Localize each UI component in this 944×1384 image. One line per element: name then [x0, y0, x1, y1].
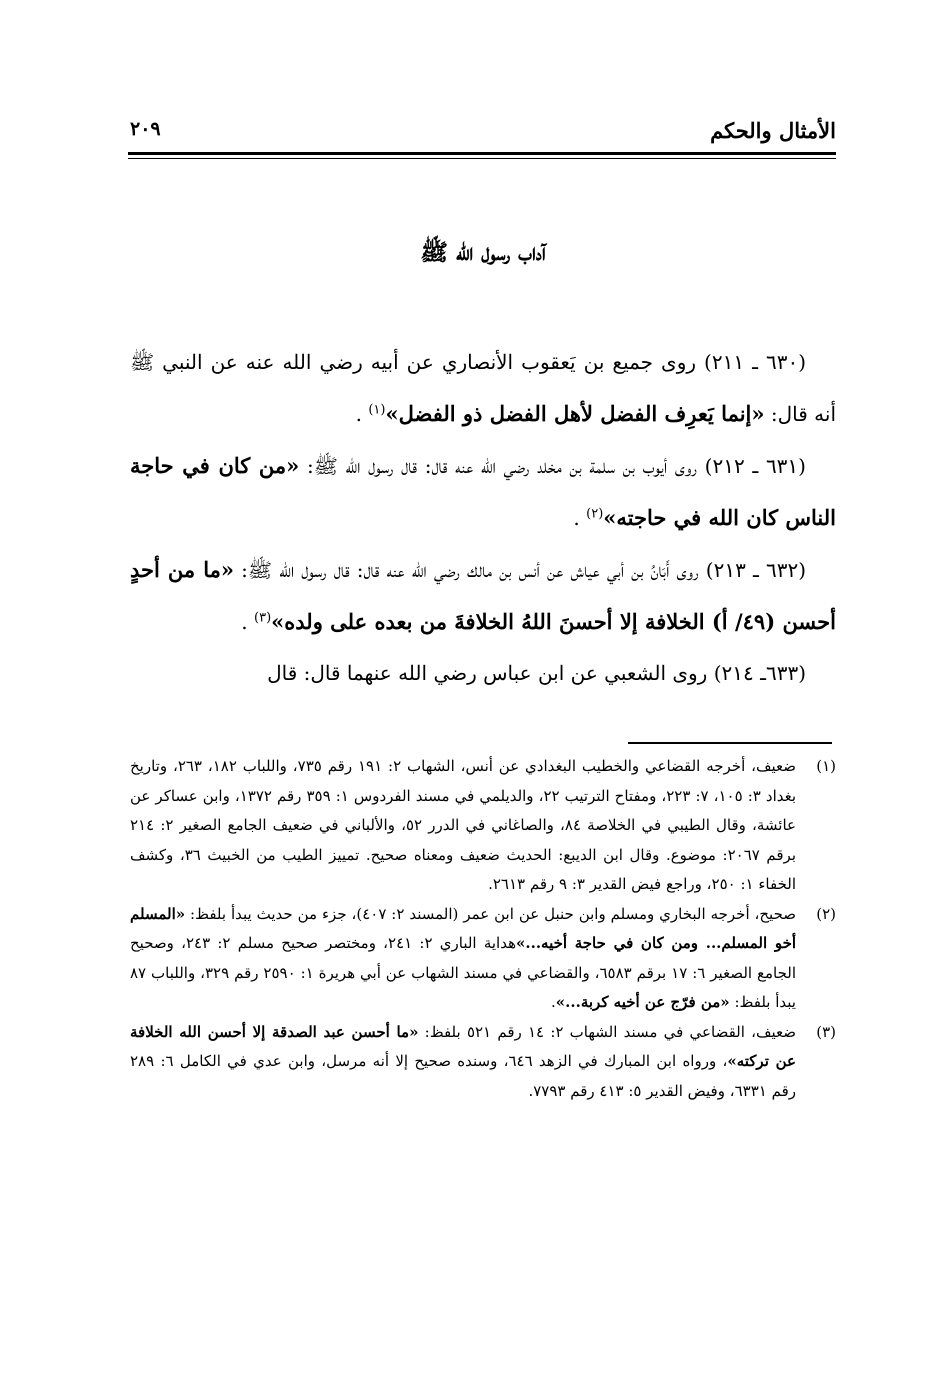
footnote-separator	[628, 742, 832, 744]
header-rule-thin	[128, 158, 836, 159]
paragraph-end: .	[573, 506, 587, 530]
running-header	[130, 118, 836, 154]
footnote-quote: «من فرّج عن أخيه كربة...»	[555, 993, 730, 1011]
hadith-quote: «إنما يَعرِف الفضل لأهل الفضل ذو الفضل»	[385, 401, 765, 426]
footnote-number: (١)	[816, 757, 836, 775]
running-header-title: الأمثال والحكم	[710, 118, 836, 143]
paragraph-213	[130, 544, 836, 648]
paragraph-intro: (٦٣٢ ـ ٢١٣) روى أَبَانُ بن أبي عياش عن أنس بن مالك رضي الله عنه قال: قال رسول الله ﷺ:	[234, 558, 806, 582]
footnote-quote: «ما أحسن عبد الصدقة إلا أحسن الله الخلافة عن تركته»	[130, 1022, 796, 1070]
footnotes	[130, 752, 836, 1106]
footnote-reference: (٢)	[586, 506, 604, 522]
footnote-number: (٣)	[816, 1022, 836, 1041]
footnote-text: .	[551, 993, 556, 1011]
paragraph-212	[130, 440, 836, 544]
footnote-quote: «المسلم أخو المسلم... ومن كان في حاجة أخيه...»	[130, 904, 797, 952]
footnote-text: ضعيف، القضاعي في مسند الشهاب ٢: ١٤ رقم ٥٢١ بلفظ:	[418, 1022, 797, 1041]
footnote-1	[130, 752, 836, 900]
main-text	[130, 337, 836, 699]
paragraph-intro: (٦٣١ ـ ٢١٢) روى أيوب بن سلمة بن مخلد رضي الله عنه قال: قال رسول الله ﷺ:	[299, 454, 806, 478]
paragraph-211	[130, 337, 836, 440]
footnote-reference: (٣)	[254, 610, 272, 626]
page-number: ٢٠٩	[130, 118, 161, 140]
section-title: آداب رسول الله ﷺ	[420, 239, 546, 266]
footnote-2	[130, 900, 836, 1018]
paragraph-214	[130, 648, 836, 699]
footnote-text: هداية الباري ٢: ٢٤١، ومختصر صحيح مسلم ٢: ٢٤٣، وصحيح الجامع الصغير ٦: ١٧ برقم ٦٥٨٣، والقضاعي في مسند الشهاب عن أبي هريرة ١: ٢٥٩٠ رقم ٣٢٩، واللباب ٨٧ يبدأ بلفظ:	[130, 934, 796, 1011]
footnote-text: ، ورواه ابن المبارك في الزهد ٦٤٦، وسنده صحيح إلا أنه مرسل، وابن عدي في الكامل ٦: ٢٨٩ رقم ٦٣٣١، وفيض القدير ٥: ٤١٣ رقم ٧٧٩٣.	[130, 1052, 796, 1100]
paragraph-intro: (٦٣٣ـ ٢١٤) روى الشعبي عن ابن عباس رضي الله عنهما قال: قال	[267, 661, 806, 685]
footnote-number: (٢)	[816, 904, 836, 923]
hadith-quote: «من كان في حاجة الناس كان الله في حاجته»	[130, 453, 836, 530]
footnote-3	[130, 1018, 836, 1107]
paragraph-intro: (٦٣٠ ـ ٢١١) روى جميع بن يَعقوب الأنصاري عن أبيه رضي الله عنه عن النبي ﷺ أنه قال:	[130, 350, 836, 426]
footnote-reference: (١)	[368, 402, 386, 418]
hadith-quote: «ما من أحدٍ أحسن (٤٩/ أ) الخلافة إلا أحسنَ اللهُ الخلافةَ من بعده على ولده»	[130, 557, 836, 634]
paragraph-end: .	[355, 402, 369, 426]
header-rule-thick	[128, 152, 836, 155]
footnote-text: ضعيف، أخرجه القضاعي والخطيب البغدادي عن أنس، الشهاب ٢: ١٩١ رقم ٧٣٥، واللباب ١٨٢، ٢٦٣، وتاريخ بغداد ٣: ١٠٥، ٧: ٢٢٣، ومفتاح الترتيب ٢٢، والديلمي في مسند الفردوس ١: ٣٥٩ رقم ١٣٧٢، وابن عساكر عن عائشة، وقال الطيبي في الخلاصة ٨٤، والصاغاني في الدرر ٥٢، والألباني في ضعيف الجامع الصغير ٢: ٢١٤ برقم ٢٠٦٧: موضوع. وقال ابن الديبع: الحديث ضعيف ومعناه صحيح. تمييز الطيب من الخبيث ٣٦، وكشف الخفاء ١: ٢٥٠، وراجع فيض القدير ٣: ٩ رقم ٢٦١٣.	[130, 757, 797, 893]
paragraph-end: .	[241, 610, 254, 634]
footnote-text: صحيح، أخرجه البخاري ومسلم وابن حنبل عن ابن عمر (المسند ٢: ٤٠٧)، جزء من حديث يبدأ بلفظ:	[185, 904, 797, 923]
